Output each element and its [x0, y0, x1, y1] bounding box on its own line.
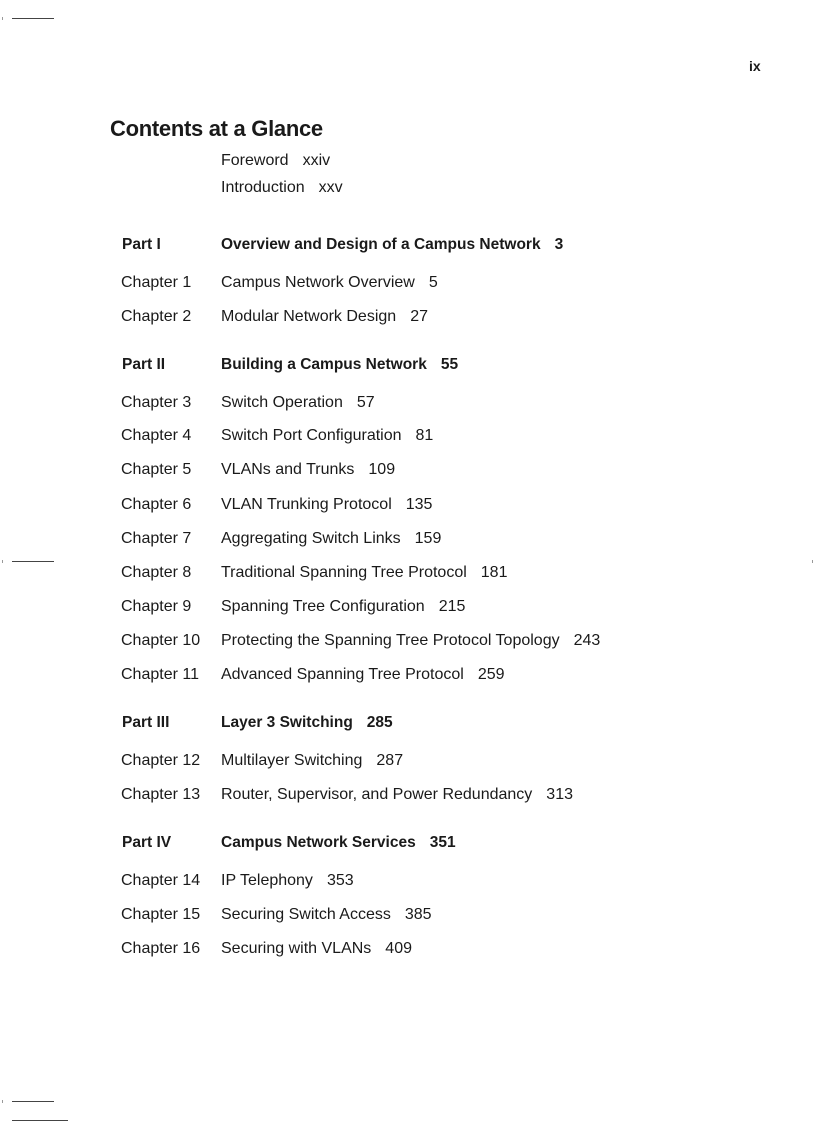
front-matter-entry[interactable] [221, 152, 330, 170]
margin-rule-middle [12, 561, 54, 562]
chapter-label: Chapter 9 [121, 598, 192, 615]
chapter-title: Advanced Spanning Tree Protocol [221, 666, 464, 683]
part-page: 351 [429, 834, 456, 851]
margin-rule-bottom [12, 1101, 54, 1102]
chapter-page: 243 [573, 632, 601, 649]
chapter-title: Spanning Tree Configuration [221, 598, 425, 615]
front-matter-entry[interactable] [221, 179, 343, 197]
chapter-page: 81 [415, 427, 434, 444]
part-title: Overview and Design of a Campus Network [221, 236, 541, 253]
chapter-entry[interactable] [121, 274, 741, 294]
chapter-entry[interactable] [121, 308, 741, 328]
chapter-page: 159 [414, 530, 442, 547]
chapter-entry[interactable] [121, 872, 741, 892]
chapter-label: Chapter 4 [121, 427, 192, 444]
chapter-entry[interactable] [121, 666, 741, 686]
chapter-page: 5 [428, 274, 438, 291]
chapter-entry[interactable] [121, 752, 741, 772]
chapter-page: 215 [438, 598, 466, 615]
chapter-entry[interactable] [121, 786, 741, 806]
chapter-title: Switch Port Configuration [221, 427, 402, 444]
part-title: Layer 3 Switching [221, 714, 353, 731]
chapter-label: Chapter 2 [121, 308, 192, 325]
chapter-label: Chapter 6 [121, 496, 192, 513]
chapter-entry[interactable] [121, 564, 741, 584]
chapter-page: 259 [477, 666, 505, 683]
chapter-title: Router, Supervisor, and Power Redundancy [221, 786, 533, 803]
chapter-entry[interactable] [121, 940, 741, 960]
margin-rule-footer [12, 1120, 68, 1121]
part-title: Building a Campus Network [221, 356, 427, 373]
chapter-label: Chapter 10 [121, 632, 201, 649]
chapter-title: Securing Switch Access [221, 906, 391, 923]
chapter-entry[interactable] [121, 598, 741, 618]
part-label: Part I [122, 236, 161, 253]
crop-tick-left-mid [2, 560, 3, 563]
part-heading[interactable] [121, 834, 741, 854]
part-heading[interactable] [121, 714, 741, 734]
margin-rule-top [12, 18, 54, 19]
chapter-title: Modular Network Design [221, 308, 397, 325]
entry-page: xxv [318, 179, 343, 196]
chapter-entry[interactable] [121, 394, 741, 414]
chapter-label: Chapter 8 [121, 564, 192, 581]
part-label: Part III [122, 714, 170, 731]
chapter-entry[interactable] [121, 496, 741, 516]
chapter-title: VLANs and Trunks [221, 461, 355, 478]
chapter-title: Switch Operation [221, 394, 343, 411]
part-page: 285 [366, 714, 393, 731]
entry-title: Foreword [221, 152, 289, 169]
chapter-page: 287 [376, 752, 404, 769]
chapter-title: VLAN Trunking Protocol [221, 496, 392, 513]
chapter-label: Chapter 14 [121, 872, 201, 889]
chapter-label: Chapter 15 [121, 906, 201, 923]
chapter-label: Chapter 11 [121, 666, 199, 683]
entry-title: Introduction [221, 179, 305, 196]
chapter-page: 181 [480, 564, 508, 581]
chapter-entry[interactable] [121, 906, 741, 926]
part-label: Part IV [122, 834, 172, 851]
chapter-title: Multilayer Switching [221, 752, 363, 769]
chapter-label: Chapter 12 [121, 752, 201, 769]
entry-page: xxiv [302, 152, 331, 169]
chapter-entry[interactable] [121, 632, 741, 652]
chapter-title: Protecting the Spanning Tree Protocol Topology [221, 632, 560, 649]
chapter-page: 409 [385, 940, 412, 957]
chapter-page: 135 [405, 496, 433, 513]
chapter-label: Chapter 1 [121, 274, 192, 291]
chapter-label: Chapter 16 [121, 940, 201, 957]
chapter-label: Chapter 3 [121, 394, 192, 411]
chapter-entry[interactable] [121, 427, 741, 447]
crop-tick-left-top [2, 17, 3, 20]
chapter-page: 353 [326, 872, 354, 889]
crop-tick-left-bottom [2, 1100, 3, 1103]
chapter-title: Traditional Spanning Tree Protocol [221, 564, 467, 581]
chapter-page: 109 [368, 461, 396, 478]
chapter-page: 313 [546, 786, 573, 803]
part-title: Campus Network Services [221, 834, 416, 851]
page-title: Contents at a Glance [110, 116, 323, 141]
chapter-entry[interactable] [121, 461, 741, 481]
chapter-entry[interactable] [121, 530, 741, 550]
page-number: ix [749, 58, 761, 74]
chapter-label: Chapter 13 [121, 786, 201, 803]
chapter-title: Campus Network Overview [221, 274, 415, 291]
chapter-page: 57 [356, 394, 375, 411]
chapter-title: Aggregating Switch Links [221, 530, 401, 547]
crop-tick-right-mid [812, 560, 813, 563]
part-heading[interactable] [121, 236, 741, 256]
chapter-title: IP Telephony [221, 872, 313, 889]
part-page: 3 [554, 236, 564, 253]
part-page: 55 [440, 356, 459, 373]
part-label: Part II [122, 356, 166, 373]
part-heading[interactable] [121, 356, 741, 376]
chapter-page: 27 [410, 308, 428, 325]
chapter-page: 385 [404, 906, 432, 923]
chapter-label: Chapter 5 [121, 461, 192, 478]
chapter-label: Chapter 7 [121, 530, 192, 547]
chapter-title: Securing with VLANs [221, 940, 372, 957]
